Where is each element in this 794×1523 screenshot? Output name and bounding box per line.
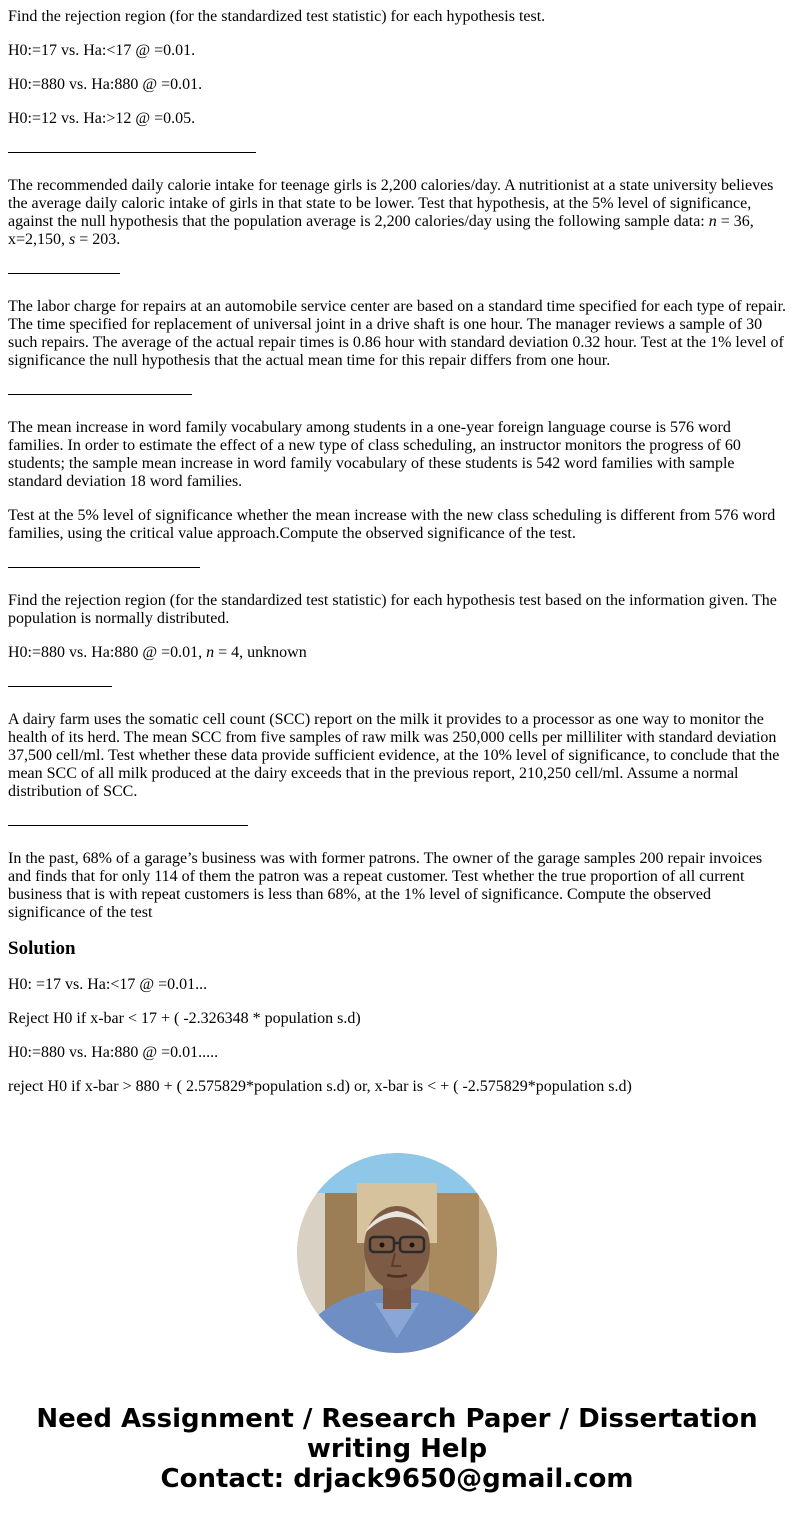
problem-4-text: The mean increase in word family vocabulary among students in a one-year foreign language course is 576 word families. In order to estimate the effect of a new type of class scheduling, an instructor monitors the progress of 60 students; the sample mean increase in word family vocabulary of these students is 542 word families with sample standard deviation 18 word families. xyxy=(8,419,741,490)
problem-7-text: In the past, 68% of a garage’s business was with former patrons. The owner of the garage samples 200 repair invoices and finds that for only 114 of them the patron was a repeat customer. Test whether the true proportion of all current business that is with repeat customers is less than 68%, at the 1% level of significance. Compute the observed significance of the test xyxy=(8,850,763,921)
problem-1-part-a: H0:=17 vs. Ha:<17 @ =0.01. xyxy=(8,42,196,59)
solution-line-3: H0:=880 vs. Ha:880 @ =0.01..... xyxy=(8,1044,219,1061)
solution-line-4: reject H0 if x-bar > 880 + ( 2.575829*population s.d) or, x-bar is < + ( -2.575829*population s.d) xyxy=(8,1078,632,1095)
solution-heading: Solution xyxy=(8,938,76,959)
separator-line xyxy=(8,678,112,687)
separator-line xyxy=(8,559,200,568)
problem-5-hypothesis: H0:=880 vs. Ha:880 @ =0.01, n = 4, unknown xyxy=(8,644,307,661)
problem-4-question: Test at the 5% level of significance whether the mean increase with the new class scheduling is different from 576 word families, using the critical value approach.Compute the observed significance of the test. xyxy=(8,507,776,542)
problem-1-part-c: H0:=12 vs. Ha:>12 @ =0.05. xyxy=(8,110,196,127)
footer-contact: Contact: drjack9650@gmail.com xyxy=(160,1464,634,1494)
document-body xyxy=(8,8,788,1112)
solution-line-2: Reject H0 if x-bar < 17 + ( -2.326348 * population s.d) xyxy=(8,1010,361,1027)
footer-banner xyxy=(0,1404,794,1494)
problem-3-text: The labor charge for repairs at an automobile service center are based on a standard time specified for each type of repair. The time specified for replacement of universal joint in a drive shaft is one hour. The manager reviews a sample of 30 such repairs. The average of the actual repair times is 0.86 hour with standard deviation 0.32 hour. Test at the 1% level of significance the null hypothesis that the actual mean time for this repair differs from one hour. xyxy=(8,298,787,369)
separator-line xyxy=(8,386,192,395)
portrait-illustration xyxy=(297,1153,497,1353)
problem-6-text: A dairy farm uses the somatic cell count (SCC) report on the milk it provides to a processor as one way to monitor the health of its herd. The mean SCC from five samples of raw milk was 250,000 cells per milliliter with standard deviation 37,500 cell/ml. Test whether these data provide sufficient evidence, at the 10% level of significance, to conclude that the mean SCC of all milk produced at the dairy exceeds that in the previous report, 210,250 cell/ml. Assume a normal distribution of SCC. xyxy=(8,711,780,800)
problem-1-intro: Find the rejection region (for the standardized test statistic) for each hypothesis test. xyxy=(8,8,546,25)
separator-line xyxy=(8,144,256,153)
separator-line xyxy=(8,265,120,274)
problem-5-text: Find the rejection region (for the standardized test statistic) for each hypothesis test based on the information given. The population is normally distributed. xyxy=(8,592,777,627)
solution-line-1: H0: =17 vs. Ha:<17 @ =0.01... xyxy=(8,976,208,993)
problem-1-part-b: H0:=880 vs. Ha:880 @ =0.01. xyxy=(8,76,203,93)
separator-line xyxy=(8,817,248,826)
author-photo xyxy=(297,1153,497,1353)
footer-line-2: writing Help xyxy=(306,1434,488,1464)
footer-line-1: Need Assignment / Research Paper / Dissertation xyxy=(36,1404,758,1434)
problem-2-text: The recommended daily calorie intake for teenage girls is 2,200 calories/day. A nutritionist at a state university believes the average daily caloric intake of girls in that state to be lower. Test that hypothesis, at the 5% level of significance, against the null hypothesis that the population average is 2,200 calories/day using the following sample data: n = 36, x=2,150, s = 203. xyxy=(8,177,774,248)
